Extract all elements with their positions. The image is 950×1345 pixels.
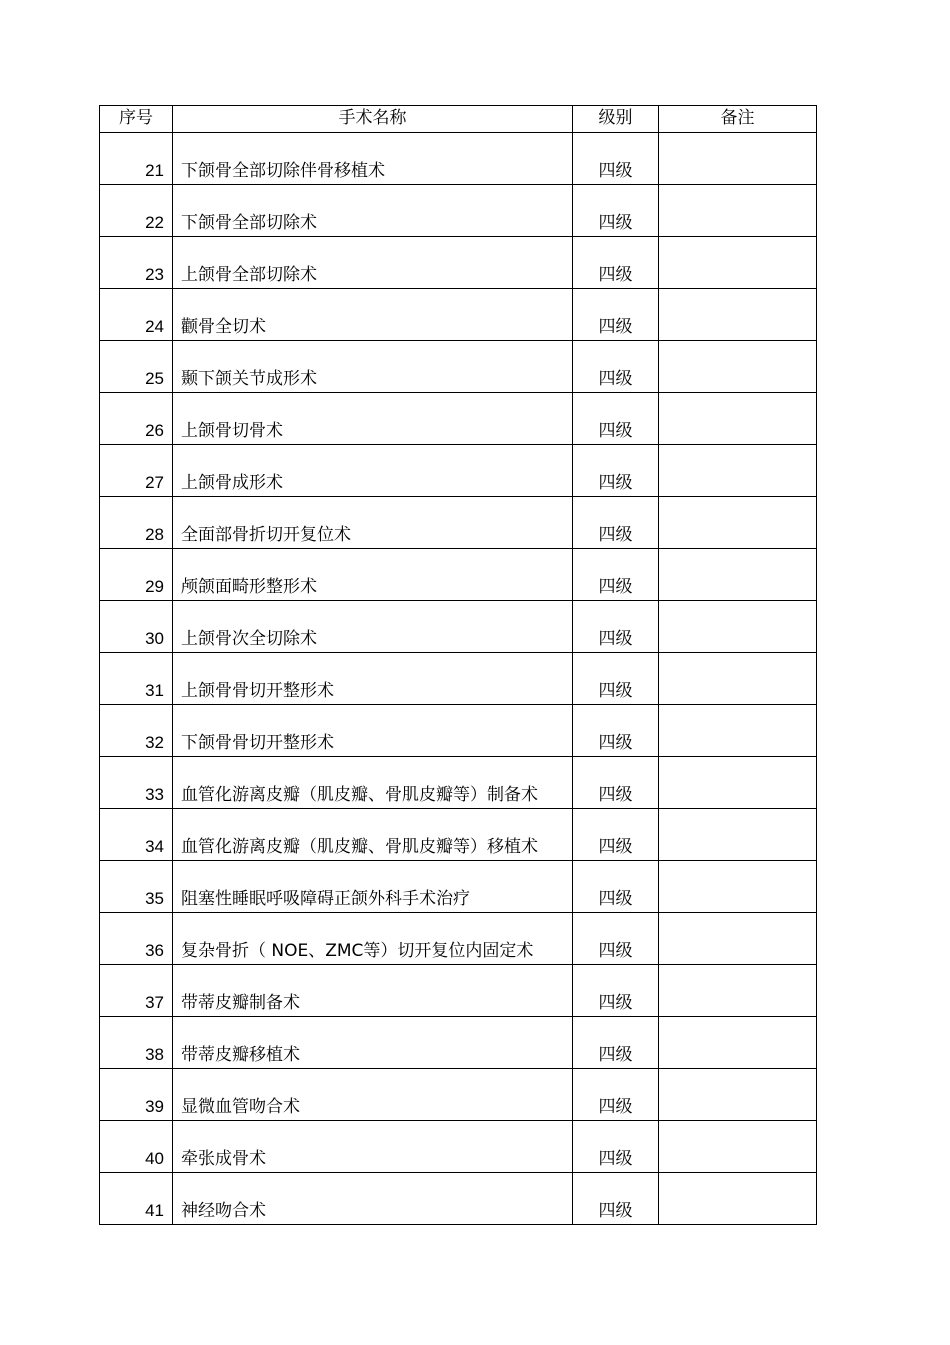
cell-no: 24: [100, 289, 173, 341]
cell-level: 四级: [573, 653, 659, 705]
table-row: [100, 185, 817, 237]
cell-surgery-name: 带蒂皮瓣制备术: [173, 965, 573, 1017]
table-row: [100, 1069, 817, 1121]
cell-level: 四级: [573, 393, 659, 445]
cell-surgery-name: 显微血管吻合术: [173, 1069, 573, 1121]
table-row: [100, 497, 817, 549]
cell-no: 36: [100, 913, 173, 965]
cell-note: [659, 1173, 817, 1225]
cell-surgery-name: 神经吻合术: [173, 1173, 573, 1225]
table-row: [100, 809, 817, 861]
table-row: [100, 445, 817, 497]
cell-no: 27: [100, 445, 173, 497]
cell-level: 四级: [573, 965, 659, 1017]
table-row: [100, 861, 817, 913]
table-row: [100, 1173, 817, 1225]
cell-no: 40: [100, 1121, 173, 1173]
cell-level: 四级: [573, 601, 659, 653]
cell-note: [659, 185, 817, 237]
cell-note: [659, 965, 817, 1017]
cell-level: 四级: [573, 913, 659, 965]
cell-surgery-name: 带蒂皮瓣移植术: [173, 1017, 573, 1069]
table-row: [100, 133, 817, 185]
cell-level: 四级: [573, 497, 659, 549]
cell-level: 四级: [573, 1173, 659, 1225]
cell-note: [659, 237, 817, 289]
cell-note: [659, 1017, 817, 1069]
table-row: [100, 289, 817, 341]
cell-surgery-name: 上颌骨成形术: [173, 445, 573, 497]
cell-no: 28: [100, 497, 173, 549]
cell-surgery-name: 牵张成骨术: [173, 1121, 573, 1173]
cell-level: 四级: [573, 445, 659, 497]
table-row: [100, 341, 817, 393]
cell-note: [659, 757, 817, 809]
cell-note: [659, 549, 817, 601]
cell-no: 23: [100, 237, 173, 289]
cell-note: [659, 497, 817, 549]
header-note: 备注: [659, 106, 817, 133]
cell-surgery-name: 下颌骨骨切开整形术: [173, 705, 573, 757]
cell-note: [659, 393, 817, 445]
cell-surgery-name: 上颌骨次全切除术: [173, 601, 573, 653]
cell-surgery-name: 上颌骨骨切开整形术: [173, 653, 573, 705]
cell-surgery-name: 颧骨全切术: [173, 289, 573, 341]
cell-note: [659, 289, 817, 341]
cell-surgery-name: 上颌骨切骨术: [173, 393, 573, 445]
cell-no: 33: [100, 757, 173, 809]
cell-no: 39: [100, 1069, 173, 1121]
cell-note: [659, 653, 817, 705]
cell-no: 41: [100, 1173, 173, 1225]
cell-note: [659, 1121, 817, 1173]
cell-no: 22: [100, 185, 173, 237]
cell-note: [659, 601, 817, 653]
cell-no: 30: [100, 601, 173, 653]
cell-level: 四级: [573, 549, 659, 601]
header-name: 手术名称: [173, 106, 573, 133]
table-row: [100, 1017, 817, 1069]
cell-surgery-name: 全面部骨折切开复位术: [173, 497, 573, 549]
cell-no: 37: [100, 965, 173, 1017]
cell-no: 29: [100, 549, 173, 601]
header-level: 级别: [573, 106, 659, 133]
table-row: [100, 653, 817, 705]
table-row: [100, 757, 817, 809]
cell-no: 32: [100, 705, 173, 757]
cell-level: 四级: [573, 809, 659, 861]
cell-surgery-name: 复杂骨折（ NOE、ZMC等）切开复位内固定术: [173, 913, 573, 965]
cell-level: 四级: [573, 1121, 659, 1173]
table-row: [100, 549, 817, 601]
cell-level: 四级: [573, 185, 659, 237]
table-row: [100, 601, 817, 653]
cell-note: [659, 861, 817, 913]
cell-level: 四级: [573, 705, 659, 757]
cell-note: [659, 913, 817, 965]
cell-level: 四级: [573, 237, 659, 289]
cell-surgery-name: 阻塞性睡眠呼吸障碍正颌外科手术治疗: [173, 861, 573, 913]
cell-surgery-name: 颅颌面畸形整形术: [173, 549, 573, 601]
cell-no: 35: [100, 861, 173, 913]
cell-no: 25: [100, 341, 173, 393]
cell-no: 31: [100, 653, 173, 705]
cell-note: [659, 1069, 817, 1121]
cell-note: [659, 705, 817, 757]
table-row: [100, 393, 817, 445]
table-header-row: [100, 106, 817, 133]
cell-level: 四级: [573, 341, 659, 393]
cell-level: 四级: [573, 1017, 659, 1069]
cell-surgery-name: 血管化游离皮瓣（肌皮瓣、骨肌皮瓣等）移植术: [173, 809, 573, 861]
table-row: [100, 913, 817, 965]
cell-note: [659, 133, 817, 185]
cell-level: 四级: [573, 1069, 659, 1121]
surgery-list-table: [99, 105, 817, 1225]
table-body: [100, 133, 817, 1225]
cell-no: 26: [100, 393, 173, 445]
cell-note: [659, 445, 817, 497]
table-row: [100, 705, 817, 757]
header-no: 序号: [100, 106, 173, 133]
cell-surgery-name: 颞下颌关节成形术: [173, 341, 573, 393]
cell-no: 34: [100, 809, 173, 861]
cell-surgery-name: 血管化游离皮瓣（肌皮瓣、骨肌皮瓣等）制备术: [173, 757, 573, 809]
cell-level: 四级: [573, 757, 659, 809]
cell-surgery-name: 下颌骨全部切除伴骨移植术: [173, 133, 573, 185]
table-row: [100, 1121, 817, 1173]
cell-level: 四级: [573, 133, 659, 185]
cell-note: [659, 341, 817, 393]
table-row: [100, 237, 817, 289]
cell-no: 38: [100, 1017, 173, 1069]
cell-level: 四级: [573, 861, 659, 913]
cell-note: [659, 809, 817, 861]
cell-no: 21: [100, 133, 173, 185]
table-row: [100, 965, 817, 1017]
cell-surgery-name: 上颌骨全部切除术: [173, 237, 573, 289]
cell-surgery-name: 下颌骨全部切除术: [173, 185, 573, 237]
cell-level: 四级: [573, 289, 659, 341]
